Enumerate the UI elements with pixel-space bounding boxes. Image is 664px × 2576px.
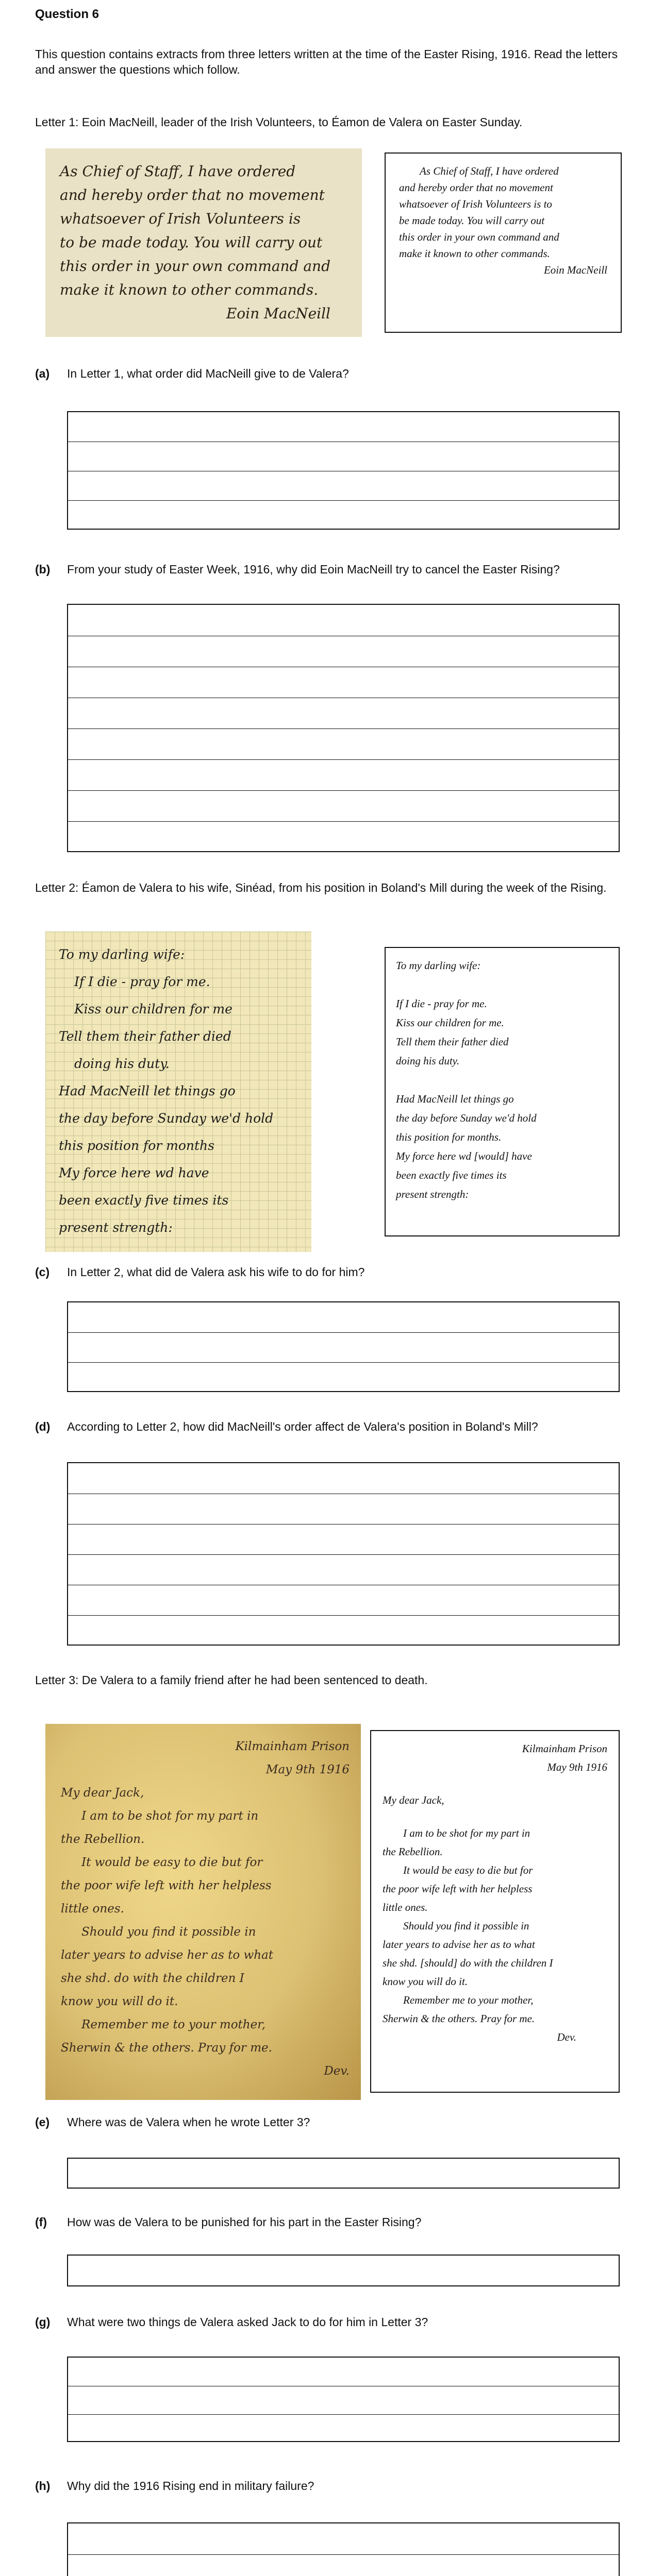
question-a-text: In Letter 1, what order did MacNeill give to de Valera? [67,367,349,380]
question-g-text: What were two things de Valera asked Jack to do for him in Letter 3? [67,2315,428,2329]
question-c-label: (c) [35,1265,50,1279]
handwriting-line: and hereby order that no movement [60,187,325,204]
transcript-line: this position for months. [396,1131,502,1143]
transcript-line: little ones. [383,1901,428,1913]
question-e-label: (e) [35,2115,50,2129]
answer-box-c[interactable] [67,1301,620,1392]
letter1-heading: Letter 1: Eoin MacNeill, leader of the Irish Volunteers, to Éamon de Valera on Easter Sunday. [35,115,523,129]
handwriting-line: Sherwin & the others. Pray for me. [61,2041,272,2055]
handwriting-line: the poor wife left with her helpless [61,1879,272,1892]
question-g-label: (g) [35,2315,51,2329]
answer-box-d[interactable] [67,1462,620,1646]
question-h-text: Why did the 1916 Rising end in military failure? [67,2479,314,2493]
handwriting-line: If I die - pray for me. [74,974,210,989]
transcript-line: doing his duty. [396,1055,460,1067]
handwriting-line: know you will do it. [61,1995,178,2008]
handwriting-line: My dear Jack, [61,1786,144,1800]
letter1-handwriting-image [45,148,362,337]
handwriting-line: I am to be shot for my part in [81,1809,259,1823]
handwriting-line: she shd. do with the children I [61,1972,244,1985]
answer-box-g[interactable] [67,2357,620,2442]
transcript-line: To my darling wife: [396,959,481,972]
transcript-line: know you will do it. [383,1975,468,1988]
transcript-line: Sherwin & the others. Pray for me. [383,2012,535,2025]
handwriting-line: the day before Sunday we'd hold [59,1111,274,1126]
letter3-heading: Letter 3: De Valera to a family friend after he had been sentenced to death. [35,1673,428,1687]
handwriting-line: My force here wd have [59,1165,209,1180]
transcript-line: I am to be shot for my part in [403,1827,530,1839]
answer-box-f[interactable] [67,2255,620,2286]
transcript-signature: Eoin MacNeill [543,264,607,276]
transcript-line: she shd. [should] do with the children I [383,1957,553,1969]
transcript-line: My dear Jack, [383,1794,444,1806]
question-c-text: In Letter 2, what did de Valera ask his wife to do for him? [67,1265,365,1279]
transcript-line: Kilmainham Prison [522,1742,607,1755]
handwriting-line: the Rebellion. [61,1833,145,1846]
letter1-handwriting-text [60,160,330,326]
transcript-line: and hereby order that no movement [399,181,553,194]
letter2-heading: Letter 2: Éamon de Valera to his wife, Sinéad, from his position in Boland's Mill during the week of the Rising. [35,881,607,894]
transcript-line: Tell them their father died [396,1036,509,1048]
answer-box-e[interactable] [67,2158,620,2189]
handwriting-line: make it known to other commands. [60,281,319,298]
question-d-text: According to Letter 2, how did MacNeill's order affect de Valera's position in Boland's Mill? [67,1420,538,1433]
handwriting-line: Remember me to your mother, [81,2018,265,2031]
transcript-line: My force here wd [would] have [396,1150,532,1162]
handwriting-signature: Dev. [324,2064,350,2078]
transcript-line: whatsoever of Irish Volunteers is to [399,198,552,210]
handwriting-line: Kiss our children for me [74,1002,233,1016]
handwriting-line: May 9th 1916 [265,1763,350,1776]
transcript-line: Remember me to your mother, [403,1994,534,2006]
question-f-label: (f) [35,2215,47,2229]
question-title: Question 6 [35,7,99,21]
transcript-line: make it known to other commands. [399,247,550,260]
question-b-text: From your study of Easter Week, 1916, why did Eoin MacNeill try to cancel the Easter Rising? [67,563,560,576]
letter1-transcript [385,152,622,333]
letter3-handwriting-image [45,1724,361,2100]
transcript-line: Kiss our children for me. [396,1016,504,1029]
transcript-line: been exactly five times its [396,1169,507,1181]
handwriting-line: Tell them their father died [59,1029,231,1044]
handwriting-line: this order in your own command and [60,258,331,275]
transcript-line: Should you find it possible in [403,1920,529,1932]
question-a-label: (a) [35,367,50,380]
answer-box-b[interactable] [67,604,620,852]
transcript-line: If I die - pray for me. [396,997,487,1010]
transcript-line: Had MacNeill let things go [396,1093,514,1105]
handwriting-line: Had MacNeill let things go [59,1083,236,1098]
transcript-line: later years to advise her as to what [383,1938,535,1951]
handwriting-line: To my darling wife: [59,947,185,962]
question-h-label: (h) [35,2479,51,2493]
handwriting-line: present strength: [59,1220,173,1235]
transcript-line: As Chief of Staff, I have ordered [420,165,559,177]
answer-box-a[interactable] [67,411,620,530]
handwriting-line: It would be easy to die but for [81,1856,263,1869]
handwriting-line: doing his duty. [74,1056,170,1071]
question-f-text: How was de Valera to be punished for his part in the Easter Rising? [67,2215,422,2229]
question-b-label: (b) [35,563,51,576]
transcript-line: present strength: [396,1188,469,1200]
handwriting-line: to be made today. You will carry out [60,234,323,251]
handwriting-line: whatsoever of Irish Volunteers is [60,210,301,227]
answer-box-h[interactable] [67,2522,620,2576]
transcript-line: the day before Sunday we'd hold [396,1112,537,1124]
handwriting-line: this position for months [59,1138,214,1153]
letter3-transcript [370,1730,620,2093]
transcript-line: be made today. You will carry out [399,214,545,227]
letter2-transcript [385,947,620,1236]
transcript-line: this order in your own command and [399,231,559,243]
handwriting-line: As Chief of Staff, I have ordered [60,163,296,180]
letter2-handwriting-text [59,941,273,1241]
transcript-line: May 9th 1916 [547,1761,607,1773]
handwriting-line: been exactly five times its [59,1193,229,1208]
transcript-line: the poor wife left with her helpless [383,1883,533,1895]
handwriting-line: later years to advise her as to what [61,1948,273,1962]
transcript-signature: Dev. [557,2031,576,2043]
transcript-line: It would be easy to die but for [403,1864,533,1876]
handwriting-signature: Eoin MacNeill [226,305,331,322]
handwriting-line: little ones. [61,1902,124,1916]
intro-text: This question contains extracts from three letters written at the time of the Easter Rising, 1916. Read the letters and answer the questions which follow. [35,47,618,76]
question-e-text: Where was de Valera when he wrote Letter 3? [67,2115,310,2129]
handwriting-line: Kilmainham Prison [235,1740,350,1753]
letter2-handwriting-image [45,931,311,1252]
letter3-handwriting-text [61,1735,350,2083]
handwriting-line: Should you find it possible in [81,1925,256,1939]
question-d-label: (d) [35,1420,51,1433]
transcript-line: the Rebellion. [383,1845,443,1858]
